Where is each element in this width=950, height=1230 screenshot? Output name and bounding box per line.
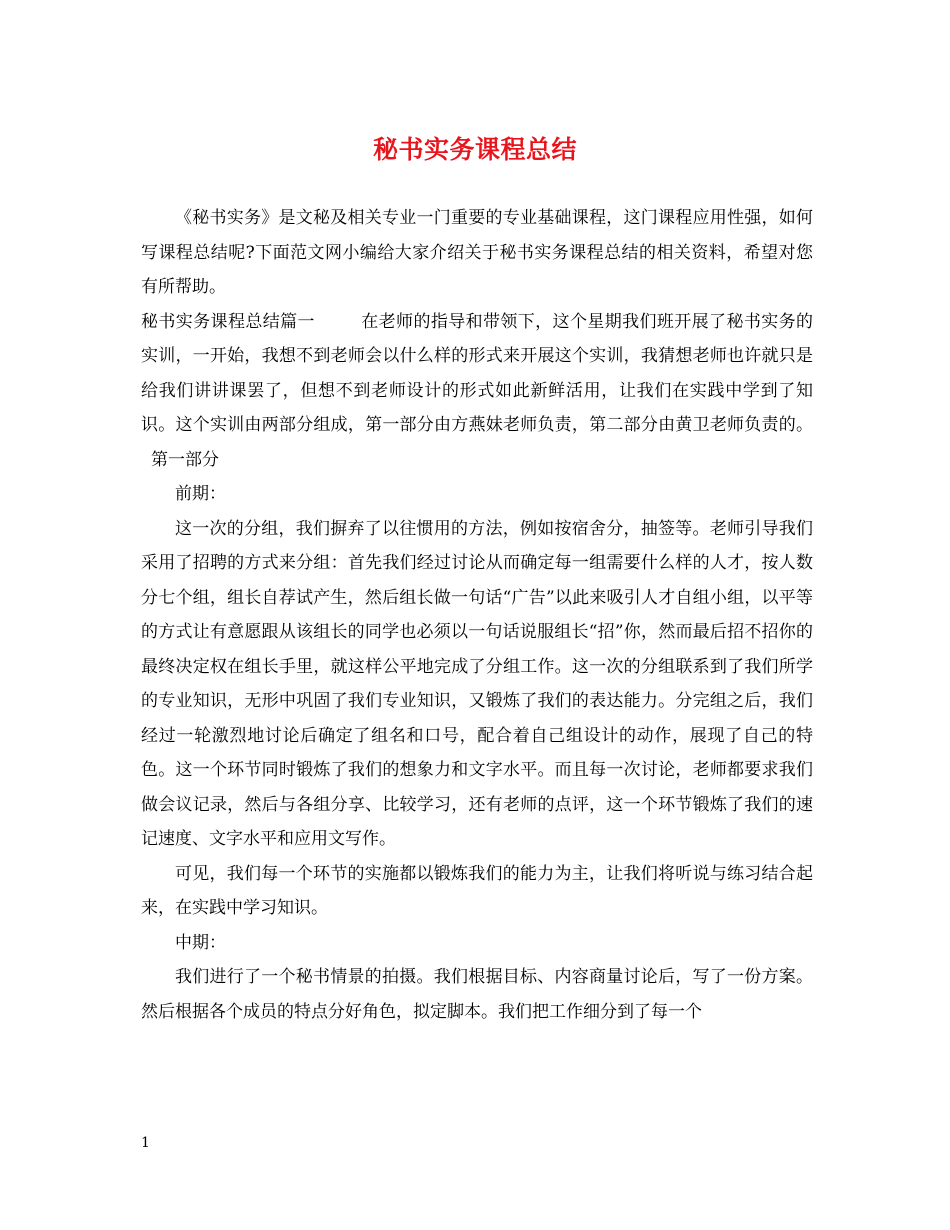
page-number: 1 xyxy=(141,1135,150,1151)
intro-paragraph: 《秘书实务》是文秘及相关专业一门重要的专业基础课程，这门课程应用性强，如何写课程总结呢?下面范文网小编给大家介绍关于秘书实务课程总结的相关资料，希望对您有所帮助。 xyxy=(141,208,813,297)
document-body xyxy=(141,201,813,1029)
early-label: 前期： xyxy=(175,484,226,504)
middle-label: 中期： xyxy=(175,932,226,953)
section-paragraph xyxy=(141,305,813,478)
part-label: 第一部分 xyxy=(151,449,219,470)
middle-paragraph: 我们进行了一个秘书情景的拍摄。我们根据目标、内容商量讨论后，写了一份方案。然后根据各个成员的特点分好角色，拟定脚本。我们把工作细分到了每一个 xyxy=(141,967,813,1022)
section-heading: 秘书实务课程总结篇一 xyxy=(141,311,315,332)
section-body: 在老师的指导和带领下，这个星期我们班开展了秘书实务的实训，一开始，我想不到老师会以什么样的形式来开展这个实训，我猜想老师也许就只是给我们讲讲课罢了，但想不到老师设计的形式如此新鲜活用，让我们在实践中学到了知识。这个实训由两部分组成，第一部分由方燕妹老师负责，第二部分由黄卫老师负责的。 xyxy=(141,311,814,435)
summary-paragraph: 可见，我们每一个环节的实施都以锻炼我们的能力为主，让我们将听说与练习结合起来，在实践中学习知识。 xyxy=(141,863,813,918)
grouping-paragraph: 这一次的分组，我们摒弃了以往惯用的方法，例如按宿舍分，抽签等。老师引导我们采用了招聘的方式来分组：首先我们经过讨论从而确定每一组需要什么样的人才，按人数分七个组，组长自荐试产生，然后组长做一句话“广告”以此来吸引人才自组小组，以平等的方式让有意愿跟从该组长的同学也必须以一句话说服组长“招”你，然而最后招不招你的最终决定权在组长手里，就这样公平地完成了分组工作。这一次的分组联系到了我们所学的专业知识，无形中巩固了我们专业知识，又锻炼了我们的表达能力。分完组之后，我们经过一轮激烈地讨论后确定了组名和口号，配合着自己组设计的动作，展现了自己的特色。这一个环节同时锻炼了我们的想象力和文字水平。而且每一次讨论，老师都要求我们做会议记录，然后与各组分享、比较学习，还有老师的点评，这一个环节锻炼了我们的速记速度、文字水平和应用文写作。 xyxy=(141,518,813,849)
document-title: 秘书实务课程总结 xyxy=(372,135,577,164)
